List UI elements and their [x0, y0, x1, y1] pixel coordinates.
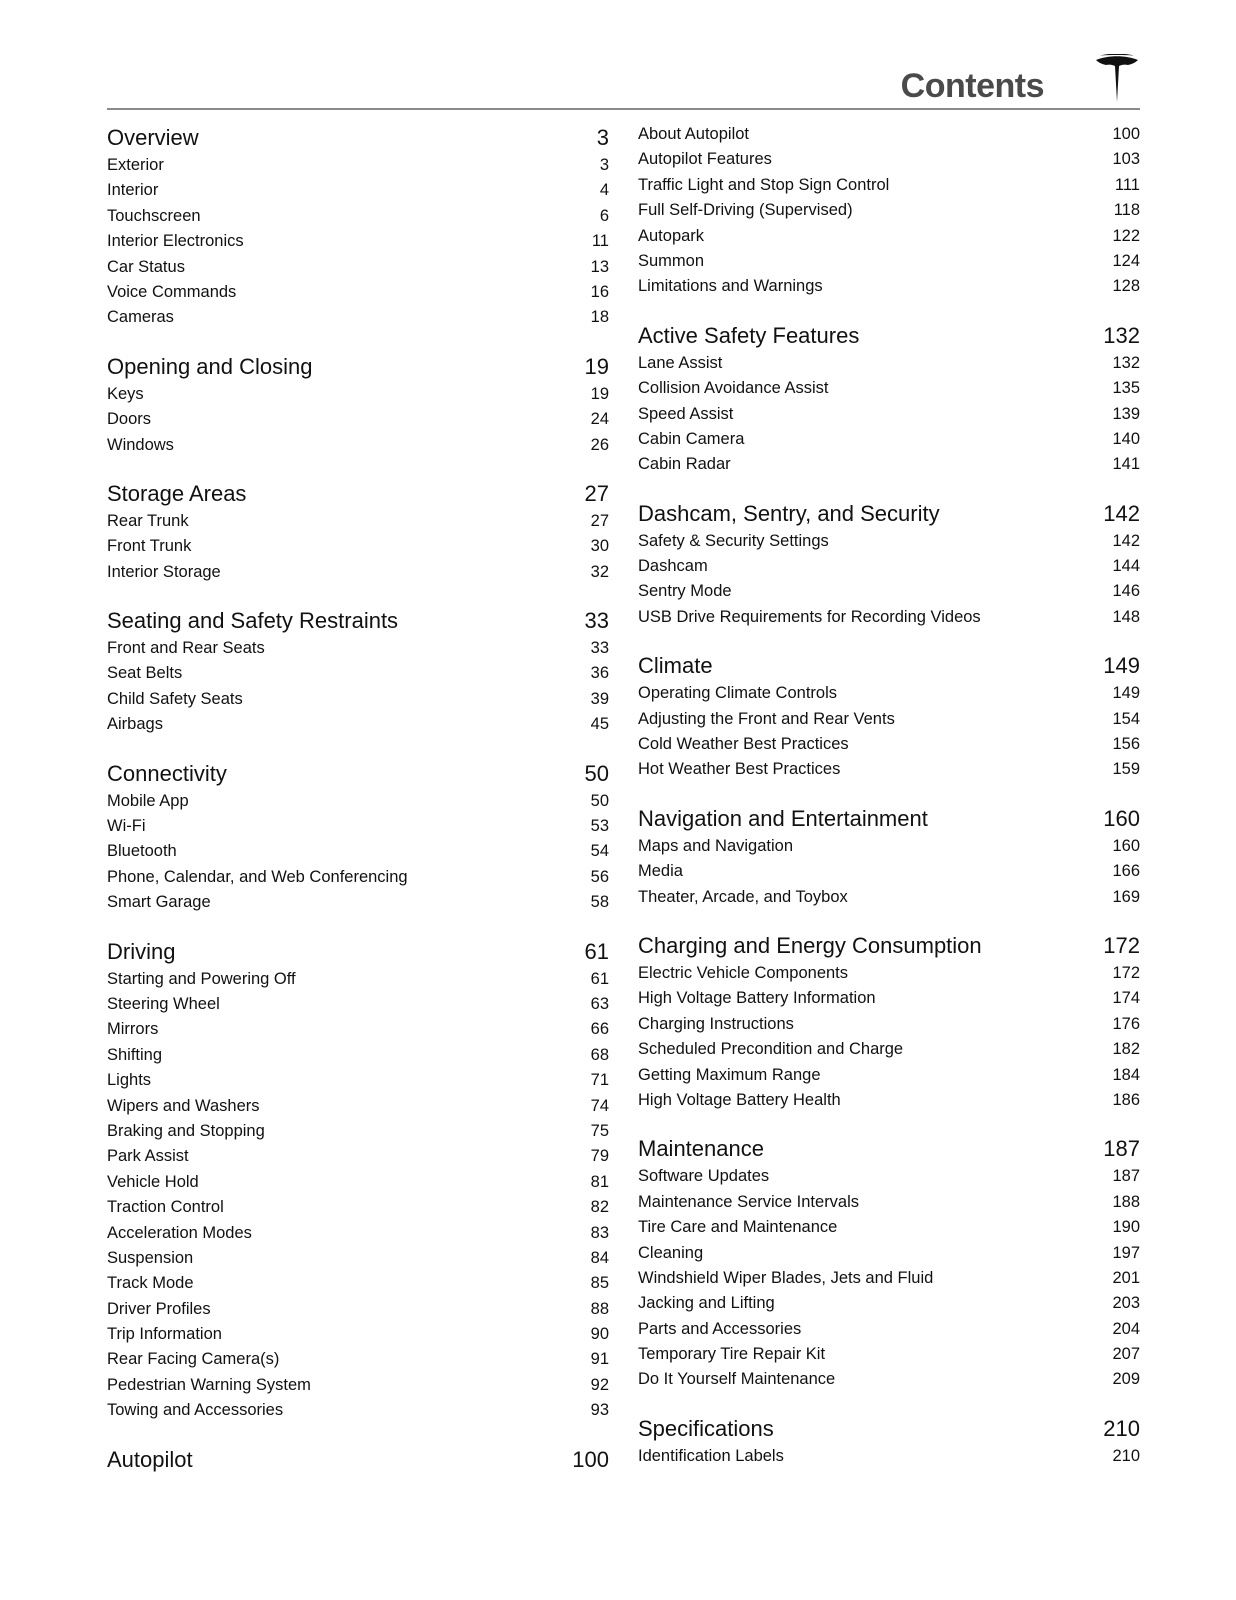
toc-entry[interactable]: [638, 1317, 1140, 1342]
toc-entry[interactable]: [638, 1215, 1140, 1240]
toc-entry-label: Media: [638, 862, 683, 881]
toc-entry-page-number: 27: [590, 511, 609, 530]
toc-entry-page-number: 207: [1112, 1345, 1140, 1364]
toc-entry[interactable]: [107, 661, 609, 686]
toc-entry-page-number: 75: [590, 1121, 609, 1140]
toc-entry[interactable]: [107, 407, 609, 432]
toc-entry-page-number: 190: [1112, 1218, 1140, 1237]
toc-entry[interactable]: [107, 255, 609, 280]
section-heading-page-number: 27: [584, 480, 609, 506]
toc-entry[interactable]: [107, 178, 609, 203]
toc-entry-page-number: 166: [1112, 862, 1140, 881]
toc-entry[interactable]: [638, 529, 1140, 554]
toc-entry[interactable]: [638, 1291, 1140, 1316]
toc-entry-page-number: 197: [1112, 1243, 1140, 1262]
section-heading[interactable]: [107, 478, 609, 509]
toc-entry-page-number: 142: [1112, 531, 1140, 550]
section-heading[interactable]: [638, 498, 1140, 529]
toc-entry-label: Rear Trunk: [107, 511, 189, 530]
toc-section-storage-areas: [107, 478, 609, 585]
section-heading-label: Connectivity: [107, 760, 227, 786]
toc-entry-label: Mobile App: [107, 791, 189, 810]
toc-entry[interactable]: [638, 707, 1140, 732]
toc-entry-label: High Voltage Battery Health: [638, 1090, 841, 1109]
section-heading-page-number: 61: [584, 938, 609, 964]
toc-entry-page-number: 128: [1112, 277, 1140, 296]
page-header: [107, 50, 1140, 110]
toc-entry-page-number: 154: [1112, 709, 1140, 728]
toc-entry-label: Software Updates: [638, 1167, 770, 1186]
toc-entry-label: Interior Storage: [107, 562, 221, 581]
section-heading-label: Dashcam, Sentry, and Security: [638, 500, 940, 526]
toc-entry-page-number: 88: [590, 1299, 609, 1318]
toc-section-continued: [638, 122, 1140, 300]
toc-entry-page-number: 159: [1112, 760, 1140, 779]
toc-entry-label: Interior Electronics: [107, 232, 244, 251]
toc-entry-label: Wipers and Washers: [107, 1096, 260, 1115]
toc-entry[interactable]: [107, 1170, 609, 1195]
toc-entry-label: Front Trunk: [107, 537, 192, 556]
section-heading-page-number: 3: [596, 125, 609, 150]
toc-entry[interactable]: [638, 249, 1140, 274]
toc-entry[interactable]: [638, 1367, 1140, 1392]
section-heading[interactable]: [638, 1413, 1140, 1444]
toc-entry-label: Identification Labels: [638, 1446, 784, 1465]
toc-entry-page-number: 169: [1112, 887, 1140, 906]
toc-entry-page-number: 36: [590, 664, 609, 683]
toc-entry[interactable]: [638, 681, 1140, 706]
toc-entry-page-number: 50: [590, 791, 609, 810]
toc-entry-page-number: 132: [1112, 353, 1140, 372]
toc-section-climate: [638, 650, 1140, 783]
toc-entry-page-number: 84: [590, 1248, 609, 1267]
toc-entry-page-number: 103: [1112, 150, 1140, 169]
toc-entry-page-number: 135: [1112, 379, 1140, 398]
toc-entry[interactable]: [638, 1241, 1140, 1266]
toc-entry-page-number: 16: [590, 282, 609, 301]
toc-entry[interactable]: [107, 534, 609, 559]
section-heading[interactable]: [638, 803, 1140, 834]
toc-entry-label: Theater, Arcade, and Toybox: [638, 887, 848, 906]
toc-entry-label: Adjusting the Front and Rear Vents: [638, 709, 895, 728]
toc-entry-label: Maintenance Service Intervals: [638, 1192, 860, 1211]
toc-section-maintenance: [638, 1133, 1140, 1393]
toc-section-dashcam-sentry-and-security: [638, 498, 1140, 631]
toc-entry[interactable]: [107, 1246, 609, 1271]
toc-entry-page-number: 92: [590, 1375, 609, 1394]
toc-entry-page-number: 45: [590, 715, 609, 734]
section-heading-page-number: 19: [584, 353, 609, 379]
toc-entry-page-number: 124: [1112, 251, 1140, 270]
toc-entry-label: Phone, Calendar, and Web Conferencing: [107, 867, 408, 886]
toc-entry-label: Driver Profiles: [107, 1299, 211, 1318]
section-heading-page-number: 172: [1103, 932, 1140, 958]
toc-entry-page-number: 90: [590, 1325, 609, 1344]
toc-entry[interactable]: [107, 433, 609, 458]
toc-entry-page-number: 174: [1112, 989, 1140, 1008]
toc-entry-label: Car Status: [107, 257, 185, 276]
toc-entry-label: Acceleration Modes: [107, 1223, 252, 1242]
toc-entry-page-number: 188: [1112, 1192, 1140, 1211]
toc-entry[interactable]: [638, 885, 1140, 910]
toc-entry-page-number: 53: [590, 817, 609, 836]
toc-entry[interactable]: [107, 305, 609, 330]
toc-entry[interactable]: [638, 1088, 1140, 1113]
toc-section-autopilot: [107, 1444, 609, 1475]
toc-entry-page-number: 61: [590, 969, 609, 988]
toc-entry[interactable]: [638, 402, 1140, 427]
toc-section-charging-and-energy-consumption: [638, 930, 1140, 1113]
toc-entry-label: Smart Garage: [107, 893, 211, 912]
toc-entry[interactable]: [638, 1063, 1140, 1088]
toc-entry[interactable]: [638, 376, 1140, 401]
toc-entry[interactable]: [107, 1373, 609, 1398]
toc-entry-label: Touchscreen: [107, 206, 201, 225]
toc-entry-label: Front and Rear Seats: [107, 639, 265, 658]
toc-entry-page-number: 91: [590, 1350, 609, 1369]
section-heading-label: Autopilot: [107, 1446, 193, 1472]
toc-entry-label: Scheduled Precondition and Charge: [638, 1040, 904, 1059]
section-heading-page-number: 132: [1103, 322, 1140, 348]
toc-entry[interactable]: [638, 986, 1140, 1011]
toc-entry[interactable]: [638, 173, 1140, 198]
toc-entry-label: Windshield Wiper Blades, Jets and Fluid: [638, 1268, 934, 1287]
toc-entry[interactable]: [107, 712, 609, 737]
section-heading[interactable]: [107, 1444, 609, 1475]
toc-entry-label: Cabin Camera: [638, 429, 745, 448]
toc-entry[interactable]: [638, 605, 1140, 630]
toc-entry-page-number: 149: [1112, 684, 1140, 703]
toc-entry-label: Bluetooth: [107, 842, 177, 861]
toc-entry-page-number: 203: [1112, 1294, 1140, 1313]
toc-entry-page-number: 148: [1112, 607, 1140, 626]
section-heading-page-number: 160: [1103, 805, 1140, 831]
toc-entry[interactable]: [107, 1195, 609, 1220]
toc-entry-label: Jacking and Lifting: [638, 1294, 775, 1313]
toc-entry-page-number: 74: [590, 1096, 609, 1115]
toc-entry-label: Airbags: [107, 715, 163, 734]
toc-entry[interactable]: [107, 1043, 609, 1068]
toc-section-overview: [107, 122, 609, 331]
toc-entry[interactable]: [638, 1444, 1140, 1469]
toc-entry-label: Cold Weather Best Practices: [638, 735, 849, 754]
toc-entry[interactable]: [107, 280, 609, 305]
toc-entry[interactable]: [107, 153, 609, 178]
toc-entry-page-number: 122: [1112, 226, 1140, 245]
toc-entry-page-number: 3: [599, 156, 609, 174]
toc-entry-label: Suspension: [107, 1248, 194, 1267]
toc-entry-label: Braking and Stopping: [107, 1121, 265, 1140]
toc-section-navigation-and-entertainment: [638, 803, 1140, 910]
toc-entry-page-number: 118: [1113, 201, 1140, 220]
toc-entry-page-number: 209: [1112, 1370, 1140, 1389]
toc-entry[interactable]: [107, 1068, 609, 1093]
toc-entry-label: Electric Vehicle Components: [638, 963, 849, 982]
section-heading[interactable]: [107, 122, 609, 153]
toc-entry-page-number: 58: [590, 893, 609, 912]
toc-entry-page-number: 82: [590, 1198, 609, 1217]
toc-entry-label: Safety & Security Settings: [638, 531, 829, 550]
toc-entry[interactable]: [638, 579, 1140, 604]
toc-entry[interactable]: [638, 224, 1140, 249]
section-heading[interactable]: [107, 758, 609, 789]
toc-entry-page-number: 13: [590, 257, 609, 276]
toc-entry-page-number: 144: [1112, 557, 1140, 576]
toc-entry[interactable]: [107, 204, 609, 229]
section-heading-label: Driving: [107, 938, 176, 964]
toc-entry-label: Collision Avoidance Assist: [638, 379, 829, 398]
toc-entry-page-number: 26: [590, 435, 609, 454]
toc-entry[interactable]: [638, 351, 1140, 376]
toc-entry[interactable]: [107, 865, 609, 890]
toc-entry-label: Cleaning: [638, 1243, 704, 1262]
section-heading-label: Seating and Safety Restraints: [107, 608, 399, 634]
toc-entry-label: Windows: [107, 435, 174, 454]
toc-entry[interactable]: [107, 229, 609, 254]
toc-entry[interactable]: [638, 1012, 1140, 1037]
toc-entry-label: Track Mode: [107, 1274, 194, 1293]
toc-section-connectivity: [107, 758, 609, 916]
toc-entry[interactable]: [638, 274, 1140, 299]
toc-entry-page-number: 204: [1112, 1319, 1140, 1338]
toc-entry-page-number: 81: [590, 1172, 609, 1191]
toc-entry-label: Shifting: [107, 1045, 163, 1064]
toc-entry[interactable]: [107, 967, 609, 992]
toc-entry-label: Getting Maximum Range: [638, 1065, 821, 1084]
toc-entry-page-number: 63: [590, 994, 609, 1013]
toc-entry-label: Voice Commands: [107, 282, 237, 301]
toc-entry-label: Child Safety Seats: [107, 689, 243, 708]
toc-entry-label: Seat Belts: [107, 664, 183, 683]
section-heading[interactable]: [638, 650, 1140, 681]
toc-entry-page-number: 111: [1114, 175, 1140, 194]
section-heading-label: Opening and Closing: [107, 353, 313, 379]
toc-entry-page-number: 187: [1112, 1167, 1140, 1186]
toc-entry-label: USB Drive Requirements for Recording Videos: [638, 607, 981, 626]
toc-entry[interactable]: [638, 452, 1140, 477]
toc-entry-page-number: 79: [590, 1147, 609, 1166]
toc-entry-page-number: 56: [590, 867, 609, 886]
toc-entry-label: Traction Control: [107, 1198, 224, 1217]
toc-left-column: [107, 122, 609, 1475]
toc-entry[interactable]: [107, 1398, 609, 1423]
toc-entry-label: Lights: [107, 1071, 152, 1090]
toc-entry-label: Maps and Navigation: [638, 836, 794, 855]
toc-entry-label: Limitations and Warnings: [638, 277, 823, 296]
toc-entry-page-number: 176: [1112, 1014, 1140, 1033]
toc-entry[interactable]: [638, 834, 1140, 859]
toc-entry-page-number: 160: [1112, 836, 1140, 855]
section-heading-label: Active Safety Features: [638, 322, 860, 348]
toc-entry-label: Steering Wheel: [107, 994, 220, 1013]
toc-entry[interactable]: [638, 859, 1140, 884]
section-heading-page-number: 142: [1103, 500, 1140, 526]
toc-entry-page-number: 11: [591, 232, 609, 251]
toc-entry-label: Exterior: [107, 156, 164, 174]
toc-section-seating-and-safety-restraints: [107, 605, 609, 738]
section-heading-page-number: 210: [1103, 1415, 1140, 1441]
toc-entry-page-number: 18: [590, 308, 609, 327]
toc-entry[interactable]: [638, 1190, 1140, 1215]
toc-entry[interactable]: [638, 147, 1140, 172]
toc-entry-page-number: 39: [590, 689, 609, 708]
toc-entry[interactable]: [107, 1297, 609, 1322]
toc-entry-label: Cameras: [107, 308, 174, 327]
section-heading-label: Maintenance: [638, 1136, 764, 1162]
toc-entry-page-number: 54: [590, 842, 609, 861]
toc-entry-label: Keys: [107, 384, 144, 403]
toc-entry[interactable]: [107, 992, 609, 1017]
toc-entry-label: Towing and Accessories: [107, 1401, 284, 1420]
toc-entry[interactable]: [107, 1017, 609, 1042]
toc-entry-label: Park Assist: [107, 1147, 189, 1166]
toc-entry-label: Wi-Fi: [107, 817, 146, 836]
toc-entry-label: Temporary Tire Repair Kit: [638, 1345, 826, 1364]
toc-entry-label: Parts and Accessories: [638, 1319, 802, 1338]
toc-entry-page-number: 71: [590, 1071, 609, 1090]
section-heading[interactable]: [107, 605, 609, 636]
toc-entry[interactable]: [638, 1266, 1140, 1291]
toc-entry-page-number: 85: [590, 1274, 609, 1293]
toc-entry[interactable]: [638, 554, 1140, 579]
tesla-logo-icon: [1094, 54, 1140, 104]
toc-entry-label: Mirrors: [107, 1020, 159, 1039]
toc-entry-page-number: 182: [1112, 1040, 1140, 1059]
section-heading[interactable]: [638, 320, 1140, 351]
toc-entry[interactable]: [107, 1347, 609, 1372]
toc-entry[interactable]: [638, 427, 1140, 452]
toc-entry[interactable]: [107, 509, 609, 534]
toc-entry[interactable]: [638, 961, 1140, 986]
section-heading-label: Storage Areas: [107, 480, 247, 506]
toc-entry-label: Sentry Mode: [638, 582, 732, 601]
toc-entry[interactable]: [107, 560, 609, 585]
toc-entry-page-number: 172: [1112, 963, 1140, 982]
toc-entry[interactable]: [107, 382, 609, 407]
toc-entry-page-number: 184: [1112, 1065, 1140, 1084]
toc-entry-label: Traffic Light and Stop Sign Control: [638, 175, 890, 194]
toc-entry[interactable]: [107, 636, 609, 661]
toc-section-active-safety-features: [638, 320, 1140, 478]
toc-entry[interactable]: [638, 198, 1140, 223]
toc-entry-page-number: 83: [590, 1223, 609, 1242]
toc-entry-page-number: 33: [590, 639, 609, 658]
toc-entry-page-number: 141: [1112, 455, 1140, 474]
section-heading-page-number: 33: [584, 608, 609, 634]
toc-entry-page-number: 68: [590, 1045, 609, 1064]
toc-entry[interactable]: [107, 1322, 609, 1347]
toc-entry-label: Doors: [107, 410, 152, 429]
toc-entry[interactable]: [107, 814, 609, 839]
section-heading-page-number: 149: [1103, 653, 1140, 679]
toc-entry-page-number: 19: [590, 384, 609, 403]
toc-entry[interactable]: [107, 1119, 609, 1144]
toc-entry[interactable]: [107, 1221, 609, 1246]
page-title: Contents: [900, 67, 1044, 105]
toc-entry[interactable]: [638, 1342, 1140, 1367]
toc-entry-page-number: 24: [590, 410, 609, 429]
toc-entry-page-number: 32: [590, 562, 609, 581]
toc-entry[interactable]: [107, 1271, 609, 1296]
toc-entry-page-number: 4: [599, 181, 609, 200]
section-heading-label: Overview: [107, 125, 199, 150]
section-heading-label: Charging and Energy Consumption: [638, 932, 982, 958]
toc-entry-label: Tire Care and Maintenance: [638, 1218, 838, 1237]
section-heading-label: Specifications: [638, 1415, 774, 1441]
toc-entry-label: Charging Instructions: [638, 1014, 794, 1033]
toc-entry-label: About Autopilot: [638, 125, 750, 143]
section-heading[interactable]: [107, 351, 609, 382]
toc-section-specifications: [638, 1413, 1140, 1469]
toc-section-opening-and-closing: [107, 351, 609, 458]
toc-entry-label: Full Self-Driving (Supervised): [638, 201, 853, 220]
toc-entry[interactable]: [638, 122, 1140, 147]
toc-entry-page-number: 66: [590, 1020, 609, 1039]
section-heading-page-number: 100: [572, 1446, 609, 1472]
toc-entry[interactable]: [107, 839, 609, 864]
section-heading-page-number: 187: [1103, 1136, 1140, 1162]
section-heading[interactable]: [638, 930, 1140, 961]
section-heading-label: Navigation and Entertainment: [638, 805, 928, 831]
toc-entry-label: Trip Information: [107, 1325, 222, 1344]
section-heading[interactable]: [107, 936, 609, 967]
toc-entry[interactable]: [638, 1037, 1140, 1062]
toc-entry[interactable]: [107, 687, 609, 712]
toc-entry-page-number: 139: [1112, 404, 1140, 423]
toc-section-driving: [107, 936, 609, 1424]
toc-entry-page-number: 30: [590, 537, 609, 556]
section-heading-page-number: 50: [584, 760, 609, 786]
toc-entry-page-number: 156: [1112, 735, 1140, 754]
toc-entry-page-number: 100: [1112, 125, 1140, 143]
toc-entry[interactable]: [107, 890, 609, 915]
toc-entry-label: Summon: [638, 251, 705, 270]
section-heading-label: Climate: [638, 653, 713, 679]
toc-entry-label: Do It Yourself Maintenance: [638, 1370, 836, 1389]
toc-entry-label: Autopilot Features: [638, 150, 772, 169]
toc-entry[interactable]: [638, 1164, 1140, 1189]
toc-entry-label: Pedestrian Warning System: [107, 1375, 311, 1394]
toc-entry[interactable]: [638, 732, 1140, 757]
toc-entry-page-number: 210: [1112, 1446, 1140, 1465]
toc-right-column: [638, 122, 1140, 1469]
toc-entry-page-number: 140: [1112, 429, 1140, 448]
toc-entry[interactable]: [107, 1144, 609, 1169]
toc-entry-label: Speed Assist: [638, 404, 734, 423]
toc-entry-page-number: 201: [1112, 1268, 1140, 1287]
toc-entry[interactable]: [638, 757, 1140, 782]
toc-entry-label: Cabin Radar: [638, 455, 731, 474]
toc-entry-label: Operating Climate Controls: [638, 684, 837, 703]
toc-entry-label: Autopark: [638, 226, 705, 245]
toc-entry-label: High Voltage Battery Information: [638, 989, 876, 1008]
toc-entry-label: Lane Assist: [638, 353, 723, 372]
toc-entry-label: Vehicle Hold: [107, 1172, 199, 1191]
toc-entry-page-number: 6: [599, 206, 609, 225]
toc-entry-page-number: 186: [1112, 1090, 1140, 1109]
toc-entry-label: Dashcam: [638, 557, 708, 576]
toc-entry[interactable]: [107, 789, 609, 814]
toc-entry-label: Starting and Powering Off: [107, 969, 296, 988]
toc-entry[interactable]: [107, 1094, 609, 1119]
toc-entry-page-number: 93: [590, 1401, 609, 1420]
toc-entry-page-number: 146: [1112, 582, 1140, 601]
toc-entry-label: Interior: [107, 181, 159, 200]
toc-entry-label: Rear Facing Camera(s): [107, 1350, 280, 1369]
section-heading[interactable]: [638, 1133, 1140, 1164]
toc-entry-label: Hot Weather Best Practices: [638, 760, 841, 779]
